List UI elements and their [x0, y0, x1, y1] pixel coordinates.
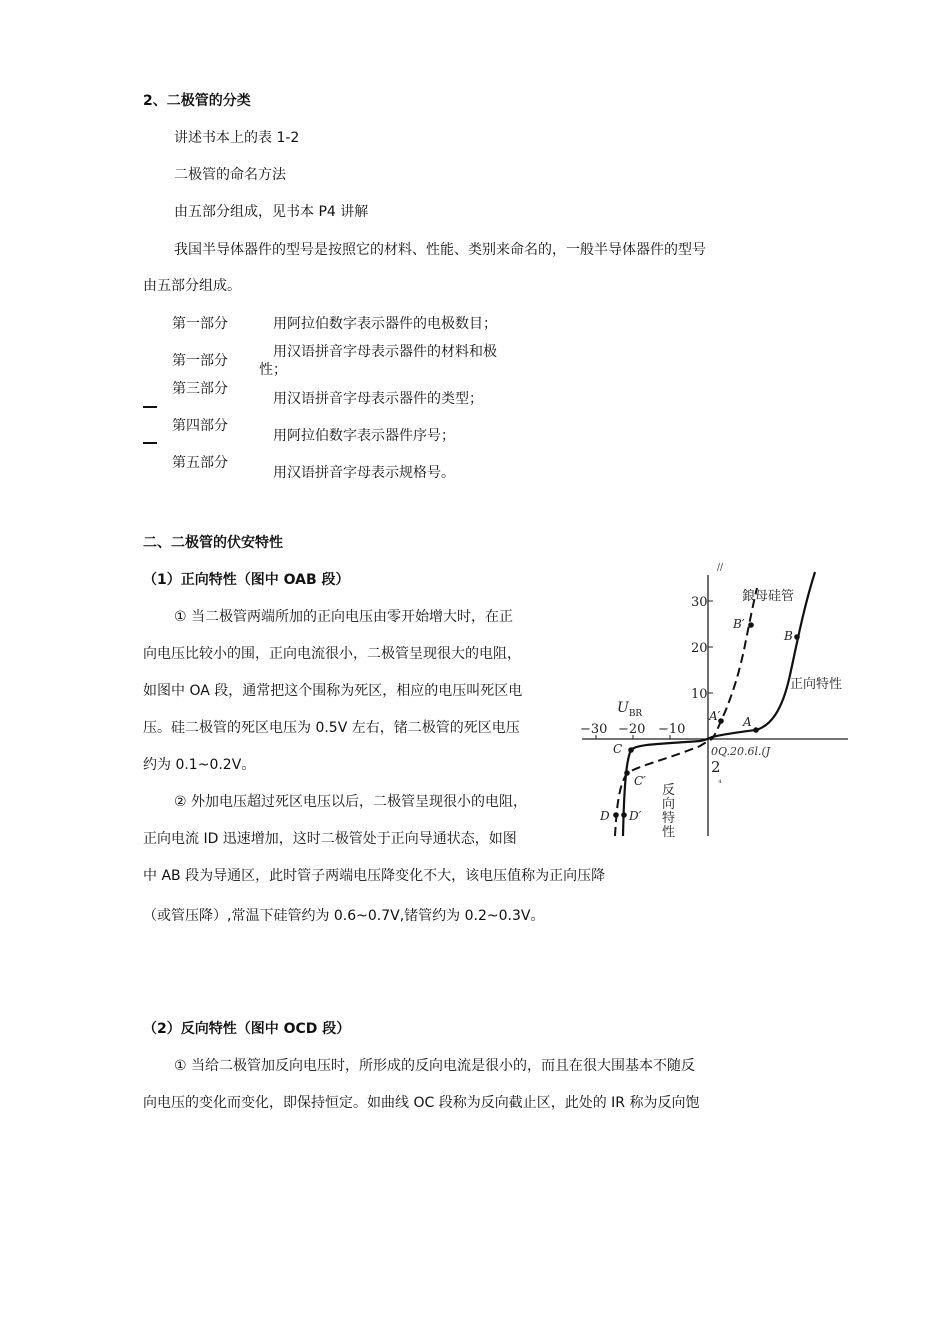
label-d: D	[600, 809, 610, 823]
paragraph-model-line1: 我国半导体器件的型号是按照它的材料、性能、类别来命名的，一般半导体器件的型号	[174, 242, 706, 258]
naming-part-label: 第一部分	[172, 353, 228, 369]
naming-part-label: 第一部分	[172, 316, 228, 332]
paragraph-forward-2-line1: ② 外加电压超过死区电压以后，二极管呈现很小的电阻，	[174, 794, 527, 810]
point-d	[613, 812, 619, 818]
naming-part-desc: 用阿拉伯数字表示器件序号；	[273, 428, 455, 444]
ubr-label: $U_{BR}$	[617, 700, 643, 719]
naming-part-label: 第三部分	[172, 381, 228, 397]
label-d-prime: D′	[629, 809, 642, 823]
label-a-prime: A′	[709, 709, 721, 723]
label-b-prime: B′	[733, 617, 745, 631]
paragraph-forward-1-line5: 约为 0.1~0.2V。	[143, 757, 256, 773]
paragraph-table-ref: 讲述书本上的表 1-2	[174, 130, 300, 146]
x-tick-label: −30	[580, 722, 608, 737]
point-a	[753, 727, 759, 733]
reverse-char-2: 向	[662, 797, 676, 812]
paragraph-forward-2-line3: 中 AB 段为导通区，此时管子两端电压降变化不大，该电压值称为正向压降	[143, 868, 606, 884]
iv-characteristic-figure	[575, 555, 855, 845]
paragraph-model-line2: 由五部分组成。	[143, 278, 241, 294]
naming-part-desc-cont: 性；	[259, 362, 287, 378]
reverse-char-4: 性	[662, 825, 676, 840]
naming-part-desc: 用汉语拼音字母表示规格号。	[273, 465, 455, 481]
point-d-prime	[621, 812, 627, 818]
divider-mark	[143, 406, 157, 408]
naming-part-label: 第四部分	[172, 418, 228, 434]
naming-part-desc: 用汉语拼音字母表示器件的材料和极	[273, 344, 497, 360]
label-a: A	[743, 715, 752, 729]
y-tick-label: 20	[691, 641, 708, 656]
top-label: 鋃母硅管	[742, 589, 795, 604]
y-tick-label: 30	[691, 595, 708, 610]
paragraph-reverse-line1: ① 当给二极管加反向电压时，所形成的反向电流是很小的，而且在很大围基本不随反	[174, 1058, 695, 1074]
divider-mark	[143, 442, 157, 444]
paragraph-five-parts: 由五部分组成，见书本 P4 讲解	[174, 204, 369, 220]
reverse-char-3: 特	[662, 811, 676, 826]
paragraph-forward-2-line2: 正向电流 ID 迅速增加，这时二极管处于正向导通状态，如图	[143, 831, 517, 847]
section-heading-classification: 2、二极管的分类	[143, 93, 251, 109]
naming-part-desc: 用汉语拼音字母表示器件的类型；	[273, 391, 483, 407]
paragraph-forward-1-line2: 向电压比较小的围，正向电流很小，二极管呈现很大的电阻，	[143, 646, 521, 662]
x-axis-garbled-label: 0Q.20.6l.(J	[711, 745, 771, 758]
y-tick-label: 10	[691, 687, 708, 702]
y-axis-label: //	[717, 563, 724, 573]
label-c-prime: C′	[634, 774, 646, 788]
point-c-prime	[624, 770, 630, 776]
paragraph-forward-1-line1: ① 当二极管两端所加的正向电压由零开始增大时，在正	[174, 609, 513, 625]
naming-part-label: 第五部分	[172, 455, 228, 471]
forward-characteristic-label: 正向特性	[790, 677, 843, 692]
silicon-curve	[623, 572, 815, 836]
label-c: C	[613, 742, 623, 756]
section-heading-iv: 二、二极管的伏安特性	[143, 535, 283, 551]
paragraph-forward-1-line3: 如图中 OA 段，通常把这个围称为死区，相应的电压叫死区电	[143, 683, 523, 699]
point-c	[628, 747, 634, 753]
paragraph-forward-1-line4: 压。硅二极管的死区电压为 0.5V 左右，锗二极管的死区电压	[143, 720, 520, 736]
paragraph-forward-2-line4: （或管压降）,常温下硅管约为 0.6~0.7V,锗管约为 0.2~0.3V。	[143, 908, 545, 924]
extra-digit: 2	[711, 758, 721, 776]
paragraph-naming-method: 二极管的命名方法	[174, 167, 286, 183]
point-b	[794, 634, 800, 640]
subheading-reverse: （2）反向特性（图中 OCD 段）	[143, 1021, 351, 1037]
label-b: B	[784, 629, 793, 643]
point-b-prime	[748, 622, 754, 628]
x-tick-label: −10	[658, 722, 686, 737]
subheading-forward: （1）正向特性（图中 OAB 段）	[143, 572, 350, 588]
extra-mark: ⁴	[718, 779, 722, 789]
x-tick-label: −20	[618, 722, 646, 737]
paragraph-reverse-line2: 向电压的变化而变化，即保持恒定。如曲线 OC 段称为反向截止区，此处的 IR 称为反向饱	[143, 1095, 700, 1111]
reverse-char-1: 反	[662, 783, 676, 798]
naming-part-desc: 用阿拉伯数字表示器件的电极数目；	[273, 316, 497, 332]
